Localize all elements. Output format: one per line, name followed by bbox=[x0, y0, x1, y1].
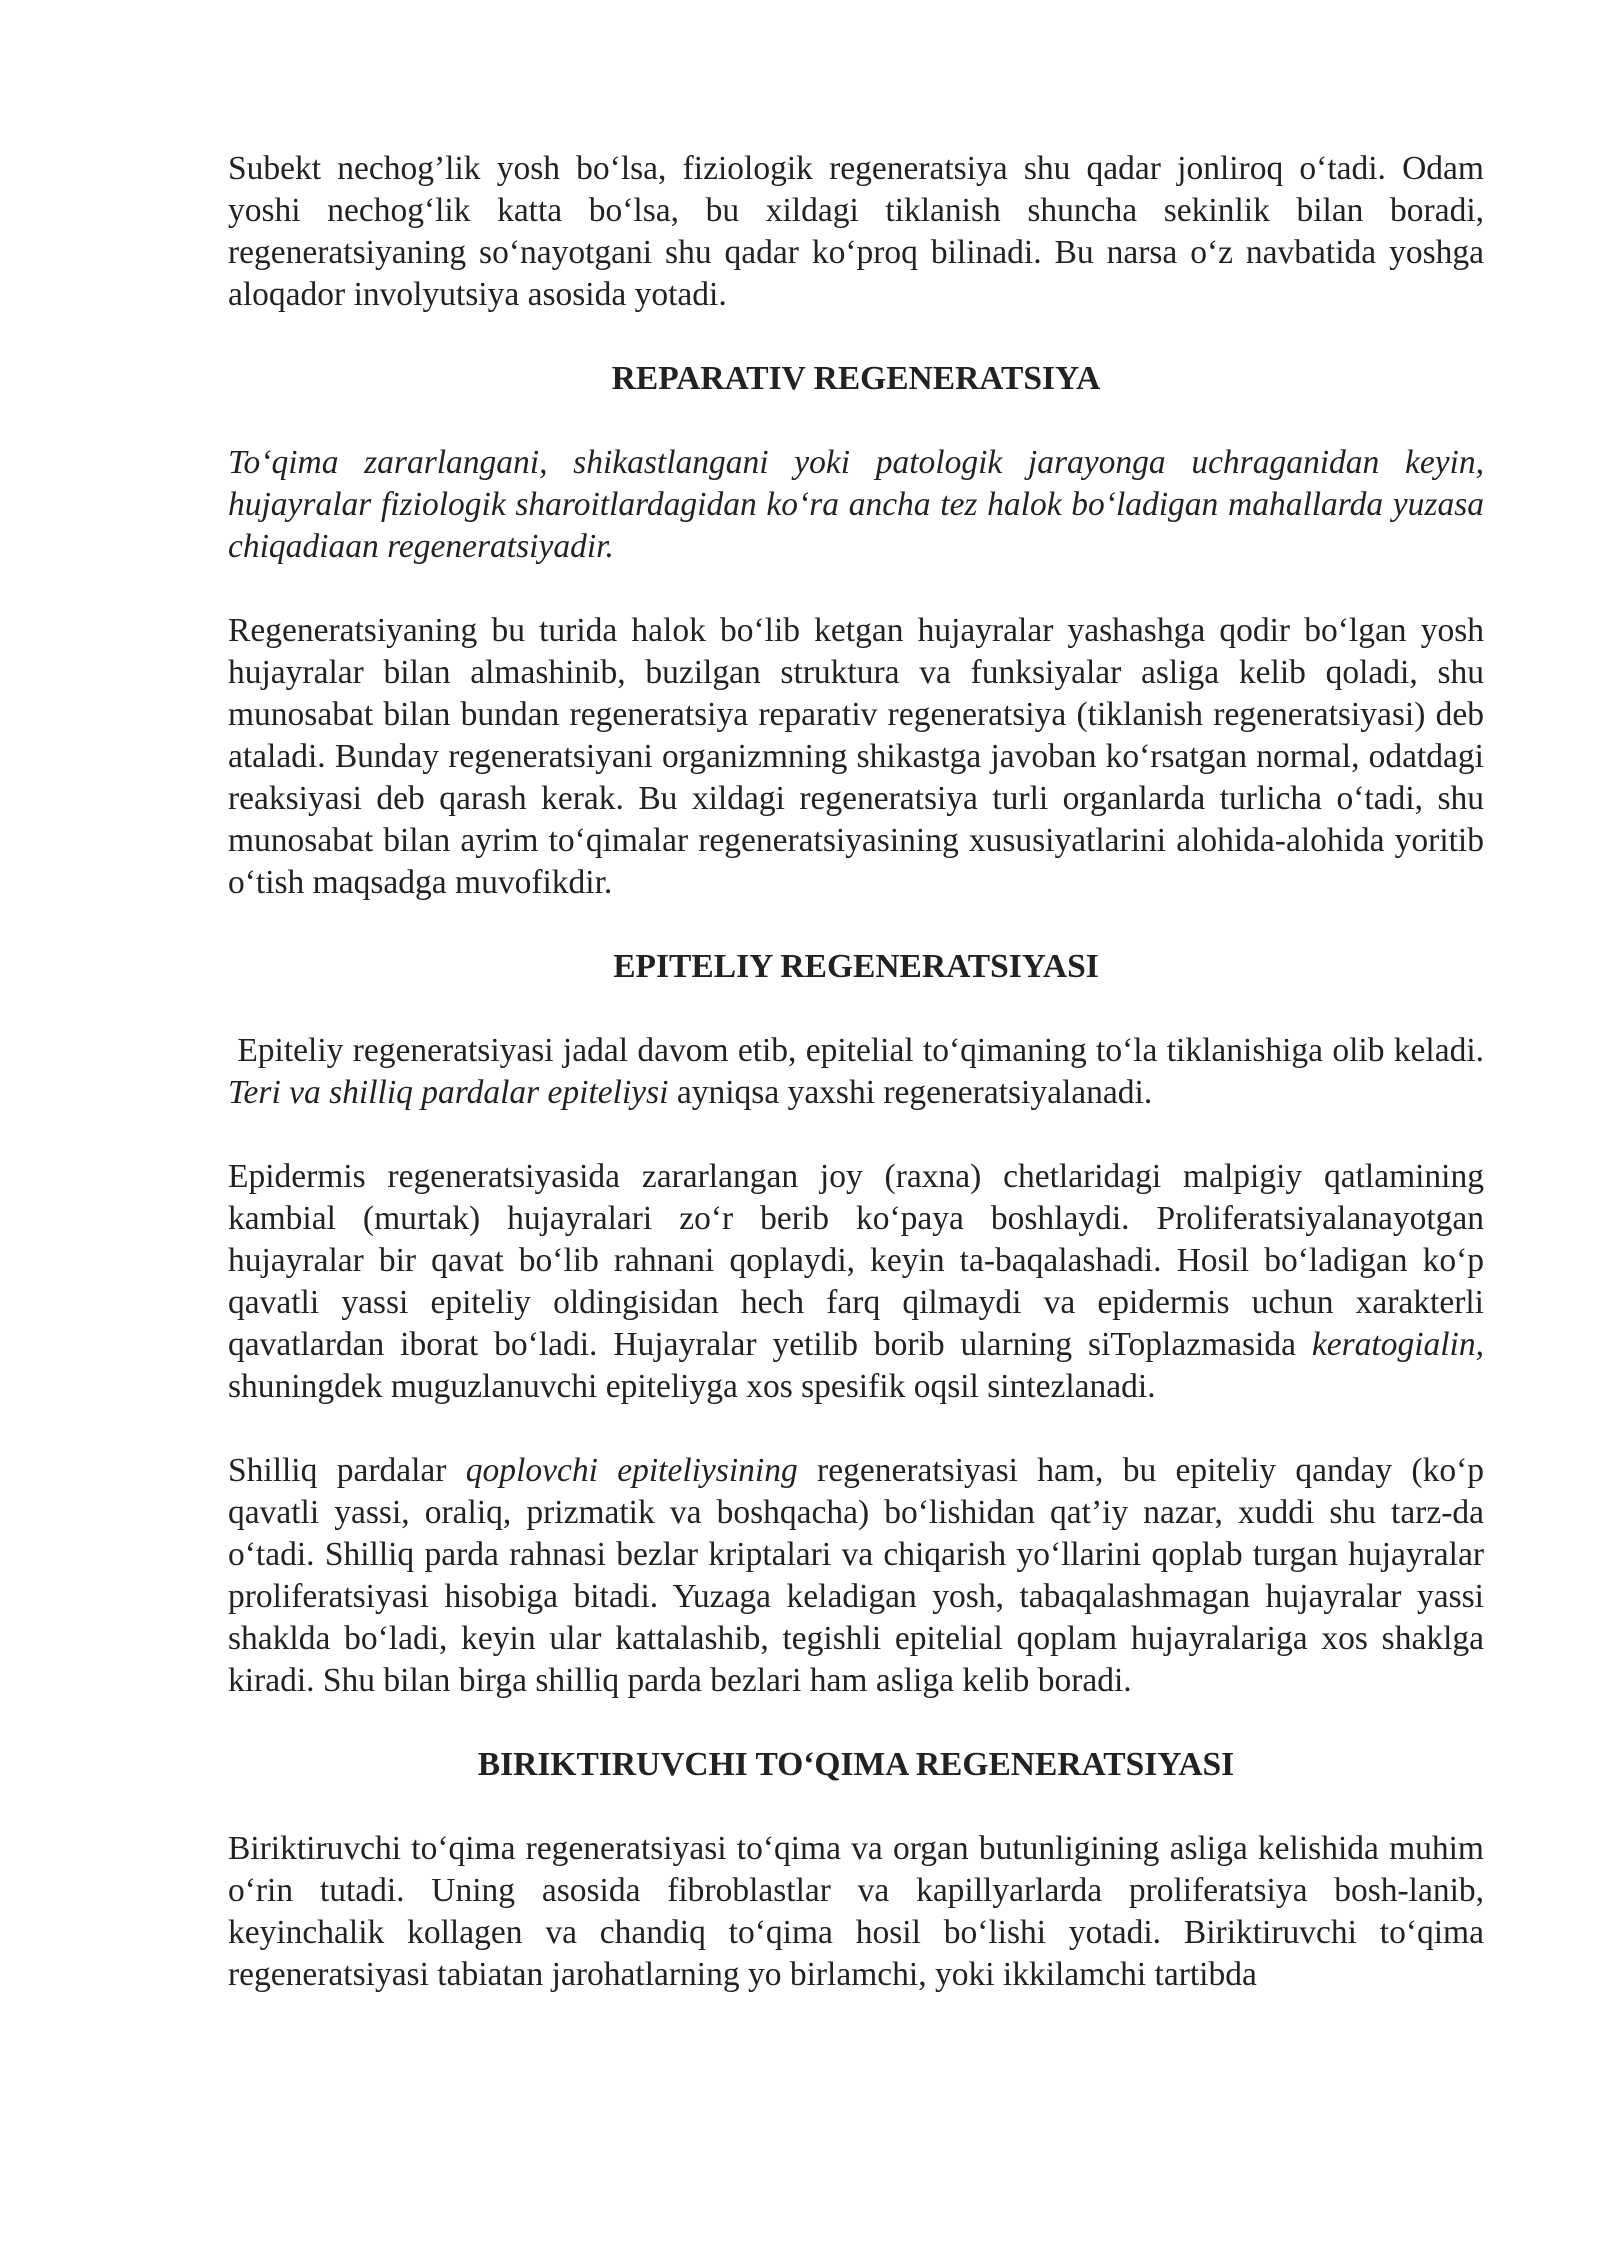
text-run: shuningdek muguzlanuvchi epiteliyga xos spesifik oqsil sintezlanadi. bbox=[228, 1368, 1156, 1405]
paragraph-reparative-definition: To‘qima zararlangani, shikastlangani yoki patologik jarayonga uchraganidan keyin, hujayralar fiziologik sharoitlardagidan ko‘ra ancha tez halok bo‘ladigan mahallarda yuzasa chiqadiaan regeneratsiyadir. bbox=[228, 444, 1484, 565]
document-page bbox=[228, 148, 1484, 1996]
text-run: regeneratsiyasi ham, bu epiteliy qanday (ko‘p qavatli yassi, oraliq, prizmatik va boshqacha) bo‘lishidan qat’iy nazar, xuddi shu tarz-da o‘tadi. Shilliq parda rahnasi bezlar kriptalari va chiqarish yo‘llarini qoplab turgan hujayralar proliferatsiyasi hisobiga bitadi. Yuzaga keladigan yosh, tabaqalashmagan hujayralar yassi shaklda bo‘ladi, keyin ular kattalashib, tegishli epitelial qoplam hujayralariga xos shaklga kiradi. Shu bilan birga shilliq parda bezlari ham asliga kelib boradi. bbox=[228, 1452, 1484, 1699]
paragraph-epidermis bbox=[228, 1156, 1484, 1408]
heading-epithelial-regeneration: EPITELIY REGENERATSIYASI bbox=[613, 948, 1099, 985]
text-run-italic: keratogialin, bbox=[1311, 1326, 1484, 1363]
text-run-italic: Teri va shilliq pardalar epiteliysi bbox=[228, 1074, 669, 1111]
paragraph-epithelial-intro bbox=[228, 1030, 1484, 1114]
text-run: Shilliq pardalar bbox=[228, 1452, 466, 1489]
heading-reparative-regeneration: REPARATIV REGENERATSIYA bbox=[611, 360, 1101, 397]
text-run-italic: qoplovchi epiteliysining bbox=[465, 1452, 798, 1489]
paragraph-connective-tissue: Biriktiruvchi to‘qima regeneratsiyasi to‘qima va organ butunligining asliga kelishida muhim o‘rin tutadi. Uning asosida fibroblastlar va kapillyarlarda proliferatsiya bosh-lanib, keyinchalik kollagen va chandiq to‘qima hosil bo‘lishi yotadi. Biriktiruvchi to‘qima regeneratsiyasi tabiatan jarohatlarning yo birlamchi, yoki ikkilamchi tartibda bbox=[228, 1830, 1484, 1993]
text-run: Epiteliy regeneratsiyasi jadal davom etib, epitelial to‘qimaning to‘la tiklanishiga olib keladi. bbox=[237, 1032, 1485, 1069]
paragraph-physiological-age: Subekt nechog’lik yosh bo‘lsa, fiziologik regeneratsiya shu qadar jonliroq o‘tadi. Odam yoshi nechog‘lik katta bo‘lsa, bu xildagi tiklanish shuncha sekinlik bilan boradi, regeneratsiyaning so‘nayotgani shu qadar ko‘proq bilinadi. Bu narsa o‘z navbatida yoshga aloqador involyutsiya asosida yotadi. bbox=[228, 150, 1484, 313]
paragraph-reparative-description: Regeneratsiyaning bu turida halok bo‘lib ketgan hujayralar yashashga qodir bo‘lgan yosh hujayralar bilan almashinib, buzilgan struktura va funksiyalar asliga kelib qoladi, shu munosabat bilan bundan regeneratsiya reparativ regeneratsiya (tiklanish regeneratsiyasi) deb ataladi. Bunday regeneratsiyani organizmning shikastga javoban ko‘rsatgan normal, odatdagi reaksiyasi deb qarash kerak. Bu xildagi regeneratsiya turli organlarda turlicha o‘tadi, shu munosabat bilan ayrim to‘qimalar regeneratsiyasining xususiyatlarini alohida-alohida yoritib o‘tish maqsadga muvofikdir. bbox=[228, 612, 1484, 901]
paragraph-mucous-epithelium bbox=[228, 1450, 1484, 1702]
heading-connective-tissue: BIRIKTIRUVCHI TO‘QIMA REGENERATSIYASI bbox=[477, 1746, 1235, 1783]
text-run: ayniqsa yaxshi regeneratsiyalanadi. bbox=[668, 1074, 1153, 1111]
text-run: Epidermis regeneratsiyasida zararlangan joy (raxna) chetlaridagi malpigiy qatlamining kambial (murtak) hujayralari zo‘r berib ko‘paya boshlaydi. Proliferatsiyalanayotgan hujayralar bir qavat bo‘lib rahnani qoplaydi, keyin ta-baqalashadi. Hosil bo‘ladigan ko‘p qavatli yassi epiteliy oldingisidan hech farq qilmaydi va epidermis uchun xarakterli qavatlardan iborat bo‘ladi. Hujayralar yetilib borib ularning siToplazmasida bbox=[228, 1158, 1484, 1363]
